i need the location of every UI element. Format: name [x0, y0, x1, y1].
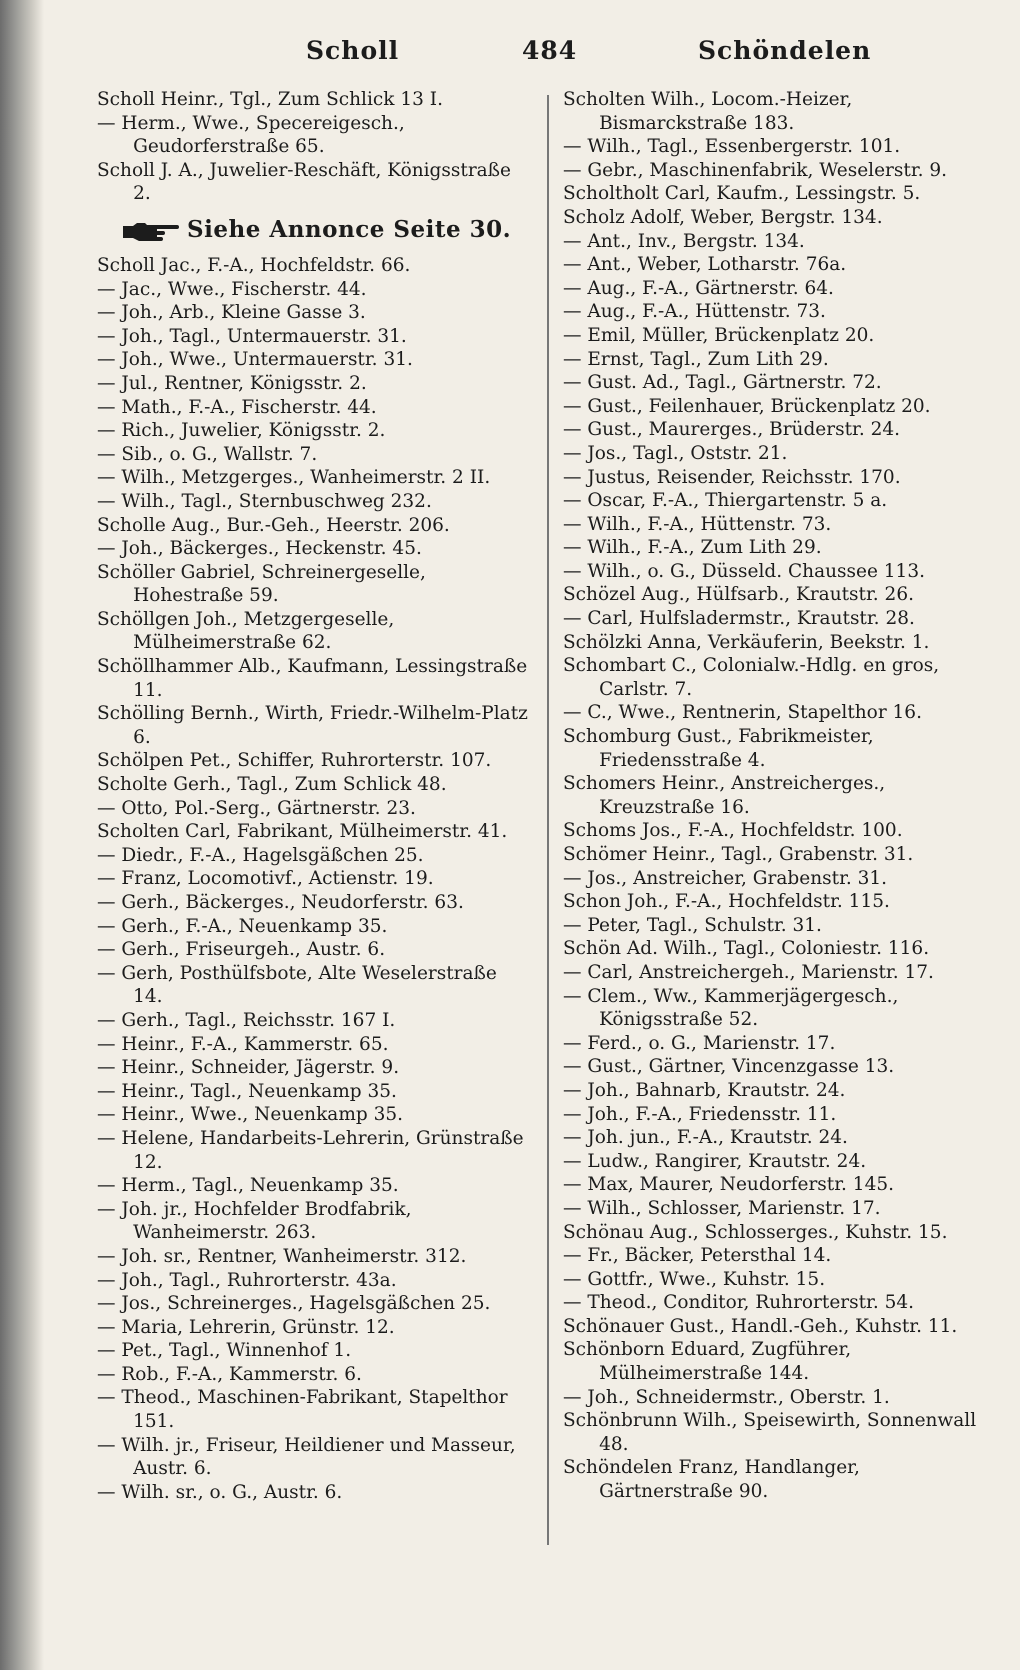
directory-entry: Schölpen Pet., Schiffer, Ruhrorterstr. 107. — [97, 750, 492, 772]
annonce-notice-text: Siehe Annonce Seite 30. — [187, 215, 512, 243]
directory-entry: Scholz Adolf, Weber, Bergstr. 134. — [563, 206, 883, 228]
directory-entry: — C., Wwe., Rentnerin, Stapelthor 16. — [563, 702, 922, 724]
directory-entry: — Wilh., Metzgerges., Wanheimerstr. 2 II. — [97, 467, 491, 489]
directory-entry: — Joh. jun., F.-A., Krautstr. 24. — [563, 1127, 848, 1149]
directory-entry: — Maria, Lehrerin, Grünstr. 12. — [97, 1316, 395, 1338]
directory-entry: Schombart C., Colonialw.-Hdlg. en gros, Carlstr. 7. — [563, 655, 946, 700]
directory-entry: Scholten Carl, Fabrikant, Mülheimerstr. 41. — [97, 821, 508, 843]
directory-entry: — Rob., F.-A., Kammerstr. 6. — [97, 1363, 362, 1385]
directory-entry: Scholte Gerh., Tagl., Zum Schlick 48. — [97, 774, 447, 796]
directory-entry: — Gottfr., Wwe., Kuhstr. 15. — [563, 1268, 826, 1290]
directory-entry: — Wilh., F.-A., Hüttenstr. 73. — [563, 513, 832, 535]
directory-entry: — Gust., Gärtner, Vincenzgasse 13. — [563, 1056, 895, 1078]
directory-entry: — Franz, Locomotivf., Actienstr. 19. — [97, 868, 434, 890]
directory-entry: — Jos., Schreinerges., Hagelsgäßchen 25. — [97, 1293, 491, 1315]
directory-entry: — Jos., Tagl., Oststr. 21. — [563, 442, 788, 464]
directory-entry: — Ant., Inv., Bergstr. 134. — [563, 230, 805, 252]
column-divider — [547, 95, 549, 1545]
directory-entry: Scholtholt Carl, Kaufm., Lessingstr. 5. — [563, 183, 921, 205]
directory-entry: Schölling Bernh., Wirth, Friedr.-Wilhelm-Platz 6. — [97, 703, 534, 748]
directory-entry: Schöller Gabriel, Schreinergeselle, Hohestraße 59. — [97, 561, 432, 607]
directory-entry: — Joh., F.-A., Friedensstr. 11. — [563, 1103, 837, 1125]
directory-entry: — Justus, Reisender, Reichsstr. 170. — [563, 466, 901, 488]
directory-entry: — Gerh, Posthülfsbote, Alte Weselerstraße 14. — [97, 962, 503, 1008]
directory-entry: — Rich., Juwelier, Königsstr. 2. — [97, 420, 386, 442]
header-right-catchword: Schöndelen — [698, 36, 872, 65]
directory-entry: — Joh., Tagl., Ruhrorterstr. 43a. — [97, 1269, 397, 1291]
header-left-catchword: Scholl — [306, 36, 400, 65]
directory-entry: — Otto, Pol.-Serg., Gärtnerstr. 23. — [97, 797, 416, 819]
directory-entry: — Wilh. jr., Friseur, Heildiener und Masseur, Austr. 6. — [97, 1434, 522, 1480]
directory-entry: — Diedr., F.-A., Hagelsgäßchen 25. — [97, 844, 424, 866]
directory-entry: — Heinr., Tagl., Neuenkamp 35. — [97, 1080, 397, 1102]
directory-entry: — Math., F.-A., Fischerstr. 44. — [97, 396, 377, 418]
directory-entry: Schönborn Eduard, Zugführer, Mülheimerstraße 144. — [563, 1339, 858, 1385]
directory-entry: Scholl Jac., F.-A., Hochfeldstr. 66. — [97, 254, 411, 276]
directory-entry: — Heinr., Wwe., Neuenkamp 35. — [97, 1104, 404, 1126]
directory-entry: — Jac., Wwe., Fischerstr. 44. — [97, 278, 367, 300]
directory-entry: — Jul., Rentner, Königsstr. 2. — [97, 372, 367, 394]
directory-entry: — Ferd., o. G., Marienstr. 17. — [563, 1032, 836, 1054]
directory-entry: — Herm., Tagl., Neuenkamp 35. — [97, 1175, 399, 1197]
directory-entry: — Heinr., Schneider, Jägerstr. 9. — [97, 1057, 400, 1079]
directory-entry: — Clem., Ww., Kammerjägergesch., Königsstraße 52. — [563, 985, 905, 1031]
directory-entry: Scholle Aug., Bur.-Geh., Heerstr. 206. — [97, 514, 450, 536]
directory-entry: — Carl, Anstreichergeh., Marienstr. 17. — [563, 961, 934, 983]
directory-entry: Schönauer Gust., Handl.-Geh., Kuhstr. 11. — [563, 1315, 958, 1337]
directory-entry: — Gust., Maurerges., Brüderstr. 24. — [563, 419, 901, 441]
pointing-hand-icon — [121, 220, 181, 242]
directory-entry: — Wilh., Tagl., Essenbergerstr. 101. — [563, 136, 901, 158]
directory-entry: — Aug., F.-A., Gärtnerstr. 64. — [563, 277, 834, 299]
directory-entry: — Oscar, F.-A., Thiergartenstr. 5 a. — [563, 490, 888, 512]
directory-entry: — Gerh., Friseurgeh., Austr. 6. — [97, 939, 386, 961]
directory-entry: Schönbrunn Wilh., Speisewirth, Sonnenwall 48. — [563, 1410, 983, 1455]
directory-entry: — Ludw., Rangirer, Krautstr. 24. — [563, 1150, 867, 1172]
directory-entry: — Herm., Wwe., Specereigesch., Geudorferstraße 65. — [97, 112, 411, 158]
directory-entry: — Theod., Conditor, Ruhrorterstr. 54. — [563, 1292, 915, 1314]
directory-entry: Schomburg Gust., Fabrikmeister, Friedensstraße 4. — [563, 726, 880, 771]
directory-entry: — Gust., Feilenhauer, Brückenplatz 20. — [563, 395, 931, 417]
directory-entry: — Wilh., o. G., Düsseld. Chaussee 113. — [563, 560, 925, 582]
directory-entry: — Gust. Ad., Tagl., Gärtnerstr. 72. — [563, 372, 882, 394]
directory-entry: Schon Joh., F.-A., Hochfeldstr. 115. — [563, 891, 890, 913]
directory-entry: — Joh. jr., Hochfelder Brodfabrik, Wanheimerstr. 263. — [97, 1198, 418, 1244]
directory-entry: Schönau Aug., Schlosserges., Kuhstr. 15. — [563, 1221, 948, 1243]
directory-entry: Scholten Wilh., Locom.-Heizer, Bismarckstraße 183. — [563, 89, 859, 134]
directory-entry: Schözel Aug., Hülfsarb., Krautstr. 26. — [563, 584, 914, 606]
directory-entry: — Joh., Schneidermstr., Oberstr. 1. — [563, 1386, 890, 1408]
directory-entry: — Gebr., Maschinenfabrik, Weselerstr. 9. — [563, 159, 948, 181]
directory-entry: — Wilh., F.-A., Zum Lith 29. — [563, 537, 822, 559]
directory-entry: Schoms Jos., F.-A., Hochfeldstr. 100. — [563, 820, 903, 842]
directory-entry: — Aug., F.-A., Hüttenstr. 73. — [563, 301, 826, 323]
directory-entry: — Theod., Maschinen-Fabrikant, Stapelthor 151. — [97, 1387, 514, 1433]
directory-entry: — Joh., Bäckerges., Heckenstr. 45. — [97, 538, 422, 560]
directory-entry: — Gerh., F.-A., Neuenkamp 35. — [97, 915, 388, 937]
directory-entry: — Joh., Arb., Kleine Gasse 3. — [97, 302, 366, 324]
directory-entry: — Joh., Wwe., Untermauerstr. 31. — [97, 349, 413, 371]
right-column — [563, 88, 991, 1504]
directory-entry: — Carl, Hulfsladermstr., Krautstr. 28. — [563, 608, 915, 630]
directory-entry: — Heinr., F.-A., Kammerstr. 65. — [97, 1033, 389, 1055]
directory-entry: — Ant., Weber, Lotharstr. 76a. — [563, 254, 847, 276]
directory-entry: Schön Ad. Wilh., Tagl., Coloniestr. 116. — [563, 938, 930, 960]
directory-entry: — Emil, Müller, Brückenplatz 20. — [563, 324, 875, 346]
directory-entry: Schömer Heinr., Tagl., Grabenstr. 31. — [563, 844, 914, 865]
directory-entry: Schölzki Anna, Verkäuferin, Beekstr. 1. — [563, 631, 930, 653]
directory-entry: — Helene, Handarbeits-Lehrerin, Grünstraße 12. — [97, 1127, 530, 1173]
directory-entry: — Wilh., Schlosser, Marienstr. 17. — [563, 1197, 881, 1219]
directory-entry: — Joh. sr., Rentner, Wanheimerstr. 312. — [97, 1245, 467, 1267]
page-header — [0, 36, 1020, 72]
directory-entry: Schomers Heinr., Anstreicherges., Kreuzstraße 16. — [563, 773, 892, 818]
directory-entry: — Fr., Bäcker, Petersthal 14. — [563, 1245, 832, 1267]
directory-entry: — Gerh., Tagl., Reichsstr. 167 I. — [97, 1009, 396, 1031]
directory-entry: — Gerh., Bäckerges., Neudorferstr. 63. — [97, 892, 464, 913]
directory-entry: Scholl Heinr., Tgl., Zum Schlick 13 I. — [97, 89, 443, 110]
directory-entry: — Max, Maurer, Neudorferstr. 145. — [563, 1174, 895, 1196]
directory-entry: — Ernst, Tagl., Zum Lith 29. — [563, 348, 829, 370]
directory-entry: Schöllgen Joh., Metzgergeselle, Mülheimerstraße 62. — [97, 608, 401, 654]
directory-entry: — Jos., Anstreicher, Grabenstr. 31. — [563, 867, 888, 889]
directory-entry: — Peter, Tagl., Schulstr. 31. — [563, 914, 822, 936]
left-column — [97, 88, 534, 1504]
directory-entry: — Joh., Tagl., Untermauerstr. 31. — [97, 325, 407, 347]
page-number: 484 — [522, 36, 578, 65]
annonce-notice — [121, 215, 529, 243]
directory-entry: — Wilh. sr., o. G., Austr. 6. — [97, 1481, 343, 1503]
page-edge-shadow — [0, 0, 44, 1670]
directory-entry: Schöndelen Franz, Handlanger, Gärtnerstraße 90. — [563, 1457, 866, 1503]
directory-entry: Scholl J. A., Juwelier-Reschäft, Königsstraße 2. — [97, 159, 517, 205]
directory-entry: Schöllhammer Alb., Kaufmann, Lessingstraße 11. — [97, 656, 534, 701]
directory-entry: — Joh., Bahnarb, Krautstr. 24. — [563, 1079, 846, 1101]
directory-entry: — Sib., o. G., Wallstr. 7. — [97, 443, 318, 465]
directory-entry: — Pet., Tagl., Winnenhof 1. — [97, 1340, 352, 1362]
directory-entry: — Wilh., Tagl., Sternbuschweg 232. — [97, 490, 432, 512]
